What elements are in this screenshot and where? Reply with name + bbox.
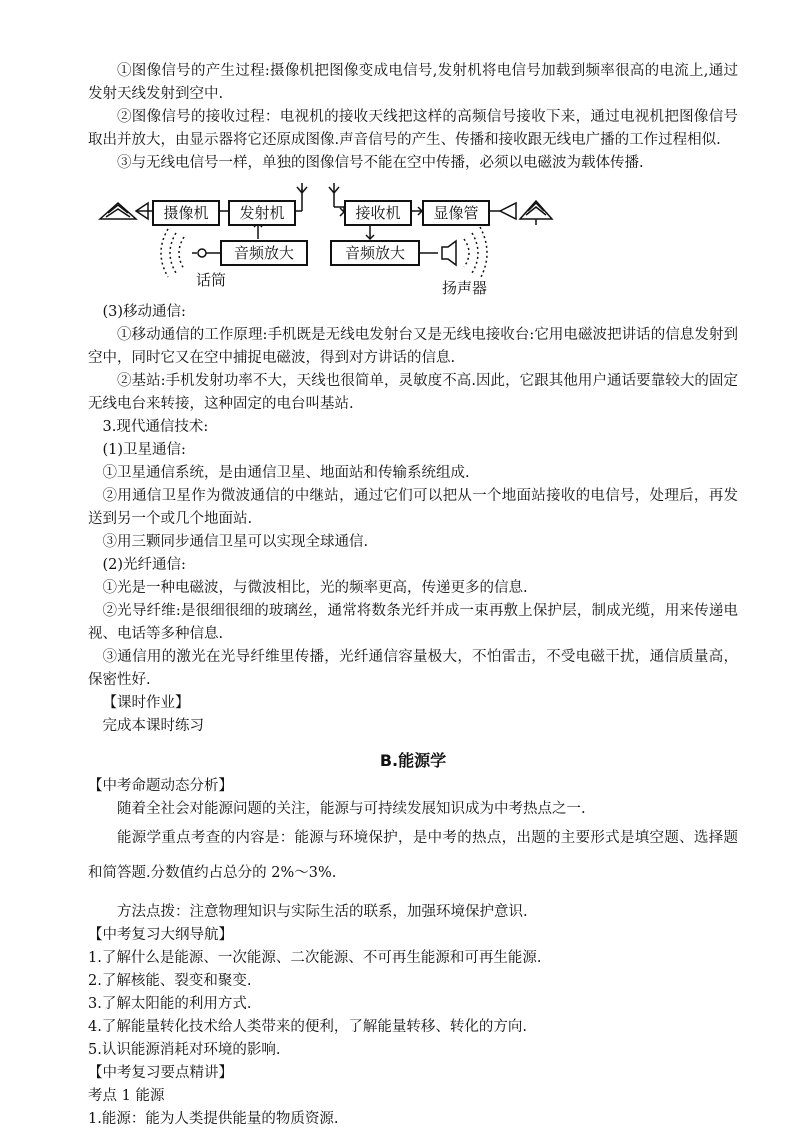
paragraph: 考点 1 能源 [88, 1088, 165, 1104]
paragraph: 随着全社会对能源问题的关注，能源与可持续发展知识成为中考热点之一. [117, 801, 586, 817]
display-tube-box: 显像管 [422, 200, 490, 226]
list-item: 4.了解能量转化技术给人类带来的便利，了解能量转移、转化的方向. [88, 1019, 527, 1035]
paragraph: ②用通信卫星作为微波通信的中继站，通过它们可以把从一个地面站接收的电信号，处理后，再发送到另一个或几个地面站. [88, 488, 738, 527]
paragraph: ①移动通信的工作原理:手机既是无线电发射台又是无线电接收台:它用电磁波把讲话的信息发射到空中，同时它又在空中捕捉电磁波，得到对方讲话的信息. [88, 327, 738, 366]
paragraph: 能源学重点考查的内容是：能源与环境保护，是中考的热点，出题的主要形式是填空题、选择题和简答题.分数值约占总分的 2%～3%. [88, 830, 738, 881]
paragraph: 完成本课时练习 [102, 718, 204, 734]
speaker-label: 扬声器 [442, 279, 488, 297]
microphone-label: 话筒 [196, 271, 227, 289]
section-heading: 【中考复习要点精讲】 [88, 1065, 233, 1081]
section-heading: 【中考复习大纲导航】 [88, 927, 233, 943]
paragraph: ①图像信号的产生过程:摄像机把图像变成电信号,发射机将电信号加载到频率很高的电流上,通过发射天线发射到空中. [88, 63, 738, 102]
paragraph: ①卫星通信系统，是由通信卫星、地面站和传输系统组成. [102, 465, 470, 481]
camera-box: 摄像机 [152, 200, 220, 226]
microphone-icon [198, 249, 206, 257]
paragraph: (1)卫星通信: [102, 442, 186, 458]
section-title: B.能源学 [379, 751, 447, 770]
audio-amp-right-box: 音频放大 [330, 240, 420, 266]
paragraph: ①光是一种电磁波，与微波相比，光的频率更高，传递更多的信息. [102, 580, 528, 596]
transmitter-box: 发射机 [228, 200, 296, 226]
paragraph: ②图像信号的接收过程：电视机的接收天线把这样的高频信号接收下来，通过电视机把图像信号取出并放大，由显示器将它还原成图像.声音信号的产生、传播和接收跟无线电广播的工作过程相似. [88, 109, 738, 148]
list-item: 2.了解核能、裂变和聚变. [88, 973, 252, 989]
audio-amp-left-box: 音频放大 [220, 240, 308, 266]
paragraph: 方法点拨：注意物理知识与实际生活的联系，加强环境保护意识. [117, 904, 528, 920]
paragraph: 3.现代通信技术: [102, 419, 209, 435]
tv-signal-diagram [88, 181, 738, 299]
document-page [88, 60, 738, 1131]
list-item: 3.了解太阳能的利用方式. [88, 996, 252, 1012]
paragraph: 1.能源：能为人类提供能量的物质资源. [88, 1111, 339, 1127]
paragraph: (3)移动通信: [102, 304, 186, 320]
paragraph: ③通信用的激光在光导纤维里传播，光纤通信容量极大，不怕雷击，不受电磁干扰，通信质量高，保密性好. [88, 649, 738, 688]
paragraph: ③用三颗同步通信卫星可以实现全球通信. [102, 534, 369, 550]
section-heading: 【中考命题动态分析】 [88, 778, 233, 794]
list-item: 1.了解什么是能源、一次能源、二次能源、不可再生能源和可再生能源. [88, 950, 542, 966]
section-heading: 【课时作业】 [102, 695, 190, 711]
receiver-box: 接收机 [344, 200, 412, 226]
paragraph: ③与无线电信号一样，单独的图像信号不能在空中传播，必须以电磁波为载体传播. [117, 155, 644, 171]
list-item: 5.认识能源消耗对环境的影响. [88, 1042, 281, 1058]
paragraph: ②基站:手机发射功率不大，天线也很简单，灵敏度不高.因此，它跟其他用户通话要靠较大的固定无线电台来转接，这种固定的电台叫基站. [88, 373, 738, 412]
speaker-icon [442, 241, 456, 265]
paragraph: ②光导纤维:是很细很细的玻璃丝，通常将数条光纤并成一束再敷上保护层，制成光缆，用来传递电视、电话等多种信息. [88, 603, 738, 642]
paragraph: (2)光纤通信: [102, 557, 186, 573]
